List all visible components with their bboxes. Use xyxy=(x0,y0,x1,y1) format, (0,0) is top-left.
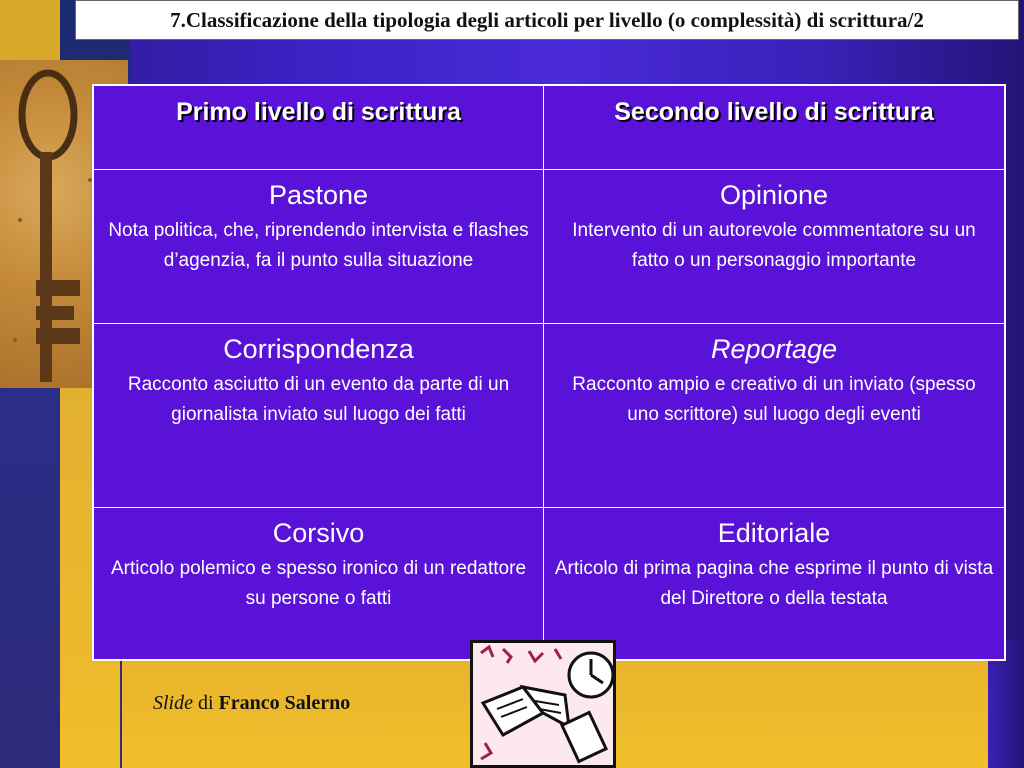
cell-description: Racconto ampio e creativo di un inviato (spesso uno scrittore) sul luogo degli eventi xyxy=(572,374,976,425)
cell-description: Racconto asciutto di un evento da parte di un giornalista inviato sul luogo dei fatti xyxy=(127,374,510,425)
cell-description: Nota politica, che, riprendendo intervista e flashes d’agenzia, fa il punto sulla situazione xyxy=(108,220,529,271)
credit-di: di xyxy=(198,692,214,714)
credit-slide-word: Slide xyxy=(153,692,193,714)
table-cell xyxy=(544,170,1004,324)
cell-description: Articolo polemico e spesso ironico di un redattore su persone o fatti xyxy=(110,558,527,609)
yellow-corner-block xyxy=(0,0,60,60)
cell-term: Corsivo xyxy=(272,518,365,548)
table-header-first-level: Primo livello di scrittura xyxy=(94,86,544,170)
article-types-table xyxy=(92,84,1006,661)
table-cell xyxy=(544,508,1004,659)
slide-title: 7.Classificazione della tipologia degli articoli per livello (o complessità) di scrittura/2 xyxy=(75,0,1019,40)
cell-description: Intervento di un autorevole commentatore su un fatto o un personaggio importante xyxy=(572,220,976,271)
cell-term: Pastone xyxy=(268,180,369,210)
cell-term: Opinione xyxy=(719,180,829,210)
table-cell xyxy=(94,508,544,659)
book-clock-clipart-icon xyxy=(470,640,616,768)
cell-term: Corrispondenza xyxy=(223,334,414,364)
cell-description: Articolo di prima pagina che esprime il punto di vista del Direttore o della testata xyxy=(554,558,994,609)
table-cell xyxy=(94,170,544,324)
slide-credit xyxy=(153,692,350,715)
table-cell xyxy=(94,324,544,508)
table-cell xyxy=(544,324,1004,508)
cell-term: Editoriale xyxy=(717,518,831,548)
table-header-second-level: Secondo livello di scrittura xyxy=(544,86,1004,170)
credit-author: Franco Salerno xyxy=(218,692,351,714)
cell-term: Reportage xyxy=(710,334,838,364)
